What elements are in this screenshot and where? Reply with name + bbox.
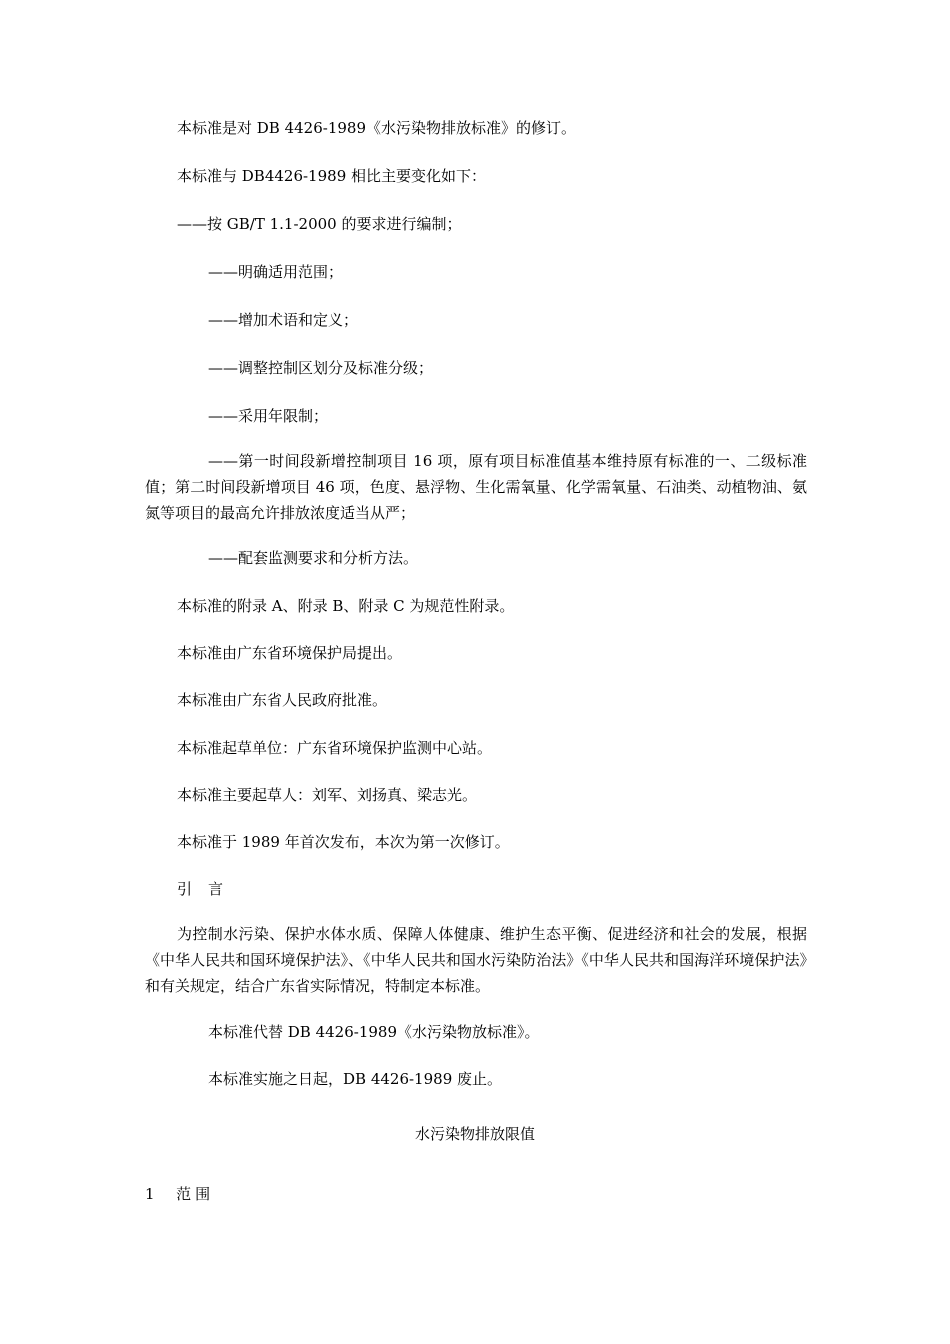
change-item-zoning: ——调整控制区划分及标准分级； bbox=[208, 359, 434, 377]
change-item-scope: ——明确适用范围； bbox=[208, 263, 344, 281]
change-item-monitoring: ——配套监测要求和分析方法。 bbox=[208, 549, 419, 567]
changes-intro: 本标准与 DB4426-1989 相比主要变化如下： bbox=[177, 167, 487, 185]
publication-history: 本标准于 1989 年首次发布，本次为第一次修订。 bbox=[177, 833, 510, 851]
abolition-statement: 本标准实施之日起，DB 4426-1989 废止。 bbox=[208, 1070, 503, 1088]
appendix-statement: 本标准的附录 A、附录 B、附录 C 为规范性附录。 bbox=[177, 597, 515, 615]
introduction-paragraph: 为控制水污染、保护水体水质、保障人体健康、维护生态平衡、促进经济和社会的发展，根据《中华人民共和国环境保护法》、《中华人民共和国水污染防治法》《中华人民共和国海洋环境保护法》和有关规定，结合广东省实际情况，特制定本标准。 bbox=[145, 925, 807, 995]
approver-statement: 本标准由广东省人民政府批准。 bbox=[177, 691, 388, 709]
change-item-gbt: ——按 GB/T 1.1-2000 的要求进行编制； bbox=[177, 215, 462, 233]
section-1-heading: 1 范围 bbox=[145, 1185, 215, 1203]
change-item-terms: ——增加术语和定义； bbox=[208, 311, 359, 329]
revision-statement: 本标准是对 DB 4426-1989《水污染物排放标准》的修订。 bbox=[177, 119, 577, 137]
introduction-heading: 引言 bbox=[177, 880, 240, 898]
change-item-year-limit: ——采用年限制； bbox=[208, 407, 329, 425]
drafters: 本标准主要起草人：刘军、刘扬真、梁志光。 bbox=[177, 786, 478, 804]
change-item-time-periods: ——第一时间段新增控制项目 16 项，原有项目标准值基本维持原有标准的一、二级标准值；第二时间段新增项目 46 项，色度、悬浮物、生化需氧量、化学需氧量、石油类、动植物油、氨氮等项目的最高允许排放浓度适当从严； bbox=[145, 452, 807, 522]
drafting-unit: 本标准起草单位：广东省环境保护监测中心站。 bbox=[177, 739, 493, 757]
standard-title: 水污染物排放限值 bbox=[414, 1125, 535, 1143]
replacement-statement: 本标准代替 DB 4426-1989《水污染物放标准》。 bbox=[208, 1023, 540, 1041]
proposer-statement: 本标准由广东省环境保护局提出。 bbox=[177, 644, 403, 662]
